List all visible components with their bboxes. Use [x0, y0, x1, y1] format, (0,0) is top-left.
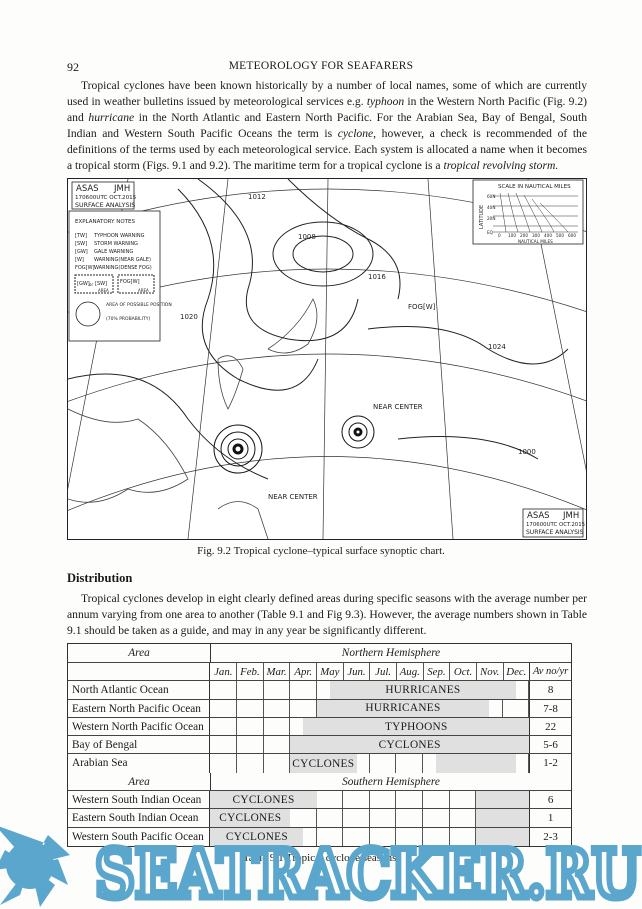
month-cell	[290, 700, 317, 717]
agency-label: ASAS	[76, 184, 99, 194]
area-label: AREA	[138, 288, 149, 293]
month-header: Sep.	[424, 663, 451, 680]
season-span	[476, 809, 529, 826]
month-cell	[264, 700, 291, 717]
scale-nm: 0	[498, 233, 501, 238]
month-cells	[210, 736, 530, 753]
average-per-year: 1-2	[543, 757, 558, 770]
season-span: CYCLONES	[210, 809, 290, 826]
scale-nm: 100	[508, 233, 516, 238]
month-cell	[343, 791, 370, 808]
note-text: WARNING(DENSE FOG)	[94, 265, 152, 271]
type-label: SURFACE ANALYSIS	[75, 202, 136, 209]
table-row	[68, 809, 571, 827]
note-text: STORM WARNING	[94, 241, 138, 247]
season-span	[436, 754, 516, 772]
av-header: Av no/yr	[532, 666, 569, 677]
southern-header-row	[68, 773, 571, 791]
average-per-year: 1	[547, 812, 554, 825]
table-row	[68, 718, 571, 736]
month-headers	[210, 663, 530, 680]
synoptic-chart	[68, 179, 586, 539]
scale-nm: 300	[532, 233, 540, 238]
scale-lat: 20N	[487, 216, 496, 221]
cyclone-seasons-table	[67, 643, 572, 847]
month-cell	[317, 828, 344, 846]
month-cell	[237, 718, 264, 735]
month-header: Mar.	[264, 663, 291, 680]
month-cell	[264, 736, 291, 753]
month-cell	[237, 754, 264, 772]
running-title: METEOROLOGY FOR SEAFARERS	[228, 60, 414, 72]
month-cell	[423, 828, 450, 846]
month-cells	[210, 809, 530, 826]
table-row	[68, 700, 571, 718]
scale-xlabel: NAUTICAL MILES	[518, 239, 553, 244]
area-name: Eastern South Indian Ocean	[68, 809, 210, 826]
term-typhoon: typhoon	[366, 95, 405, 108]
note-code: [GW]	[75, 249, 88, 255]
scale-ylabel: LATITUDE	[479, 204, 485, 229]
org-label: JMH	[114, 184, 131, 194]
month-cell	[450, 791, 477, 808]
type-label: SURFACE ANALYSIS	[526, 529, 584, 536]
isobar-label: 1024	[488, 343, 506, 351]
season-span: HURRICANES	[317, 700, 490, 717]
note-code: FOG[W]	[120, 279, 140, 285]
center-label: NEAR CENTER	[268, 493, 318, 501]
month-header: Oct.	[450, 663, 477, 680]
figure-caption: Fig. 9.2 Tropical cyclone–typical surface synoptic chart.	[197, 545, 445, 557]
scale-nm: 400	[544, 233, 552, 238]
blank-cell	[68, 663, 210, 680]
note-code: [W]	[75, 257, 84, 263]
scale-nm: 200	[520, 233, 528, 238]
note-text: WARNING(NEAR GALE)	[94, 257, 151, 263]
text: in the North Atlantic and Eastern North Pacific. For the Arabian Sea, Bay of Bengal, South Indian and Western South Pacific Oceans the term is	[67, 111, 587, 140]
distribution-paragraph: Tropical cyclones develop in eight clearly defined areas during specific seasons with the average number per annum varying from one area to another (Table 9.1 and Fig 9.3). However, the average numbers shown in Table 9.1 should be taken as a guide, and may in any year be significantly different.	[67, 592, 587, 637]
month-cells	[210, 700, 530, 717]
month-cells	[210, 791, 530, 808]
month-cell	[264, 681, 291, 698]
text: in the Western North Pacific (Fig. 9.2) and	[67, 95, 587, 124]
month-cell	[396, 791, 423, 808]
average-per-year: 6	[547, 794, 554, 807]
area-name: Eastern North Pacific Ocean	[68, 700, 210, 717]
month-cell	[210, 700, 237, 717]
month-header: Jul.	[370, 663, 397, 680]
or-label: or	[89, 282, 94, 287]
area-name: Western South Indian Ocean	[68, 791, 210, 808]
month-cell	[396, 809, 423, 826]
month-cell	[210, 754, 237, 772]
month-header: Aug.	[397, 663, 424, 680]
month-cell	[370, 754, 397, 772]
season-span	[476, 828, 529, 846]
chart-label-bottom-right	[523, 509, 585, 537]
page-number: 92	[67, 60, 79, 74]
scale-lat: 60N	[487, 194, 496, 199]
probability-label: (70% PROBABILITY)	[106, 317, 151, 322]
note-text: TYPHOON WARNING	[94, 233, 145, 239]
text: , however, a check is recommended of the definitions of the terms used by each meteorological service. Each system is allocated a name when it becomes a tropical storm (Figs. 9.1 and 9.2). The maritime term for a tropical cyclone is a	[67, 127, 587, 172]
note-code: [TW]	[75, 233, 87, 239]
month-header-row	[68, 663, 571, 681]
month-cell	[370, 828, 397, 846]
intro-paragraph	[67, 78, 587, 174]
area-name: Arabian Sea	[68, 754, 210, 772]
scale-nm: 600	[568, 233, 576, 238]
scale-lat: 40N	[487, 205, 496, 210]
table-header-row	[68, 644, 571, 663]
northern-hemisphere-header: Northern Hemisphere	[341, 647, 441, 659]
area-header: Area	[68, 644, 211, 662]
month-cell	[290, 809, 317, 826]
area-label: AREA	[98, 288, 109, 293]
note-code: [SW]	[95, 281, 108, 287]
center-label: NEAR CENTER	[373, 403, 423, 411]
month-cell	[210, 681, 237, 698]
isobar-label: 1008	[298, 233, 316, 241]
season-span: CYCLONES	[210, 791, 316, 808]
month-header: Apr.	[290, 663, 317, 680]
scale-nm: 500	[556, 233, 564, 238]
month-cell	[343, 828, 370, 846]
month-cells	[210, 681, 530, 698]
section-heading: Distribution	[67, 571, 133, 585]
table-row	[68, 681, 571, 699]
average-per-year: 2-3	[543, 830, 558, 843]
month-cell	[317, 809, 344, 826]
month-cell	[290, 681, 317, 698]
month-header: Nov.	[477, 663, 504, 680]
month-cell	[210, 736, 237, 753]
month-cell	[237, 736, 264, 753]
average-per-year: 22	[545, 720, 557, 733]
month-cell	[370, 791, 397, 808]
average-per-year: 7-8	[543, 702, 558, 715]
area-name: North Atlantic Ocean	[68, 681, 210, 698]
southern-rows	[68, 791, 571, 846]
synoptic-chart-figure	[67, 178, 587, 540]
month-cell	[343, 809, 370, 826]
month-cell	[450, 809, 477, 826]
month-cells	[210, 718, 530, 735]
month-header: May	[317, 663, 344, 680]
month-cell	[503, 700, 530, 717]
month-cell	[210, 718, 237, 735]
season-span: CYCLONES	[210, 828, 303, 846]
season-span: HURRICANES	[330, 681, 516, 698]
notes-title: EXPLANATORY NOTES	[75, 219, 135, 225]
area-header: Area	[68, 773, 211, 790]
area-name: Bay of Bengal	[68, 736, 210, 753]
possible-position-label: AREA OF POSSIBLE POSITION	[106, 303, 172, 308]
month-cells	[210, 828, 530, 846]
scale-lat: EQ	[487, 230, 493, 235]
month-header: Jun.	[344, 663, 371, 680]
month-cell	[237, 700, 264, 717]
table-row	[68, 736, 571, 754]
season-span: CYCLONES	[290, 754, 356, 772]
month-cell	[317, 791, 344, 808]
table-row	[68, 791, 571, 809]
time-label: 170600UTC OCT.2015	[526, 522, 586, 528]
sun-logo-icon	[0, 825, 70, 907]
month-cells	[210, 754, 530, 772]
month-cell	[450, 828, 477, 846]
isobar-label: 1000	[518, 448, 536, 456]
month-cell	[264, 718, 291, 735]
southern-hemisphere-header: Southern Hemisphere	[342, 775, 440, 788]
explanatory-notes	[69, 211, 172, 341]
term-hurricane: hurricane	[88, 111, 135, 124]
season-span: TYPHOONS	[303, 718, 529, 735]
term-cyclone: cyclone	[337, 127, 374, 140]
month-cell	[396, 754, 423, 772]
season-span	[476, 791, 529, 808]
table-row	[68, 754, 571, 772]
isobar-label: 1016	[368, 273, 386, 281]
distance-scale	[473, 180, 583, 244]
isobar-label: 1020	[180, 313, 198, 321]
month-cell	[370, 809, 397, 826]
month-cell	[423, 791, 450, 808]
month-header: Dec.	[506, 666, 527, 678]
month-cell	[423, 809, 450, 826]
watermark-text: SEATRACKER.RU	[95, 835, 640, 909]
note-code: [GW]	[77, 281, 90, 287]
time-label: 170600UTC OCT.2015	[75, 195, 137, 201]
month-cell	[264, 754, 291, 772]
agency-label: ASAS	[527, 511, 550, 521]
note-text: GALE WARNING	[94, 249, 134, 255]
fog-warning-label: FOG[W]	[408, 303, 436, 311]
month-header: Feb.	[237, 663, 264, 680]
area-name: Western South Pacific Ocean	[68, 828, 210, 846]
term-trs: tropical revolving storm.	[443, 159, 559, 172]
org-label: JMH	[563, 511, 580, 521]
month-cell	[237, 681, 264, 698]
area-name: Western North Pacific Ocean	[68, 718, 210, 735]
note-code: FOG[W]	[75, 265, 95, 271]
month-cell	[396, 828, 423, 846]
chart-label-top-left	[72, 182, 137, 209]
season-span: CYCLONES	[290, 736, 529, 753]
text: Tropical cyclones have been known historically by a number of local names, some of which are currently used in weather bulletins issued by meteorological services e.g.	[67, 79, 587, 108]
average-per-year: 8	[547, 684, 554, 697]
isobar-label: 1012	[248, 193, 266, 201]
average-per-year: 5-6	[543, 739, 558, 752]
table-row	[68, 828, 571, 846]
note-code: [SW]	[75, 241, 88, 247]
month-header: Jan.	[210, 663, 237, 680]
table-caption: Table 9.1 Tropical cyclone seasons.	[242, 852, 400, 864]
northern-rows	[68, 681, 571, 772]
scale-title: SCALE IN NAUTICAL MILES	[498, 184, 571, 190]
